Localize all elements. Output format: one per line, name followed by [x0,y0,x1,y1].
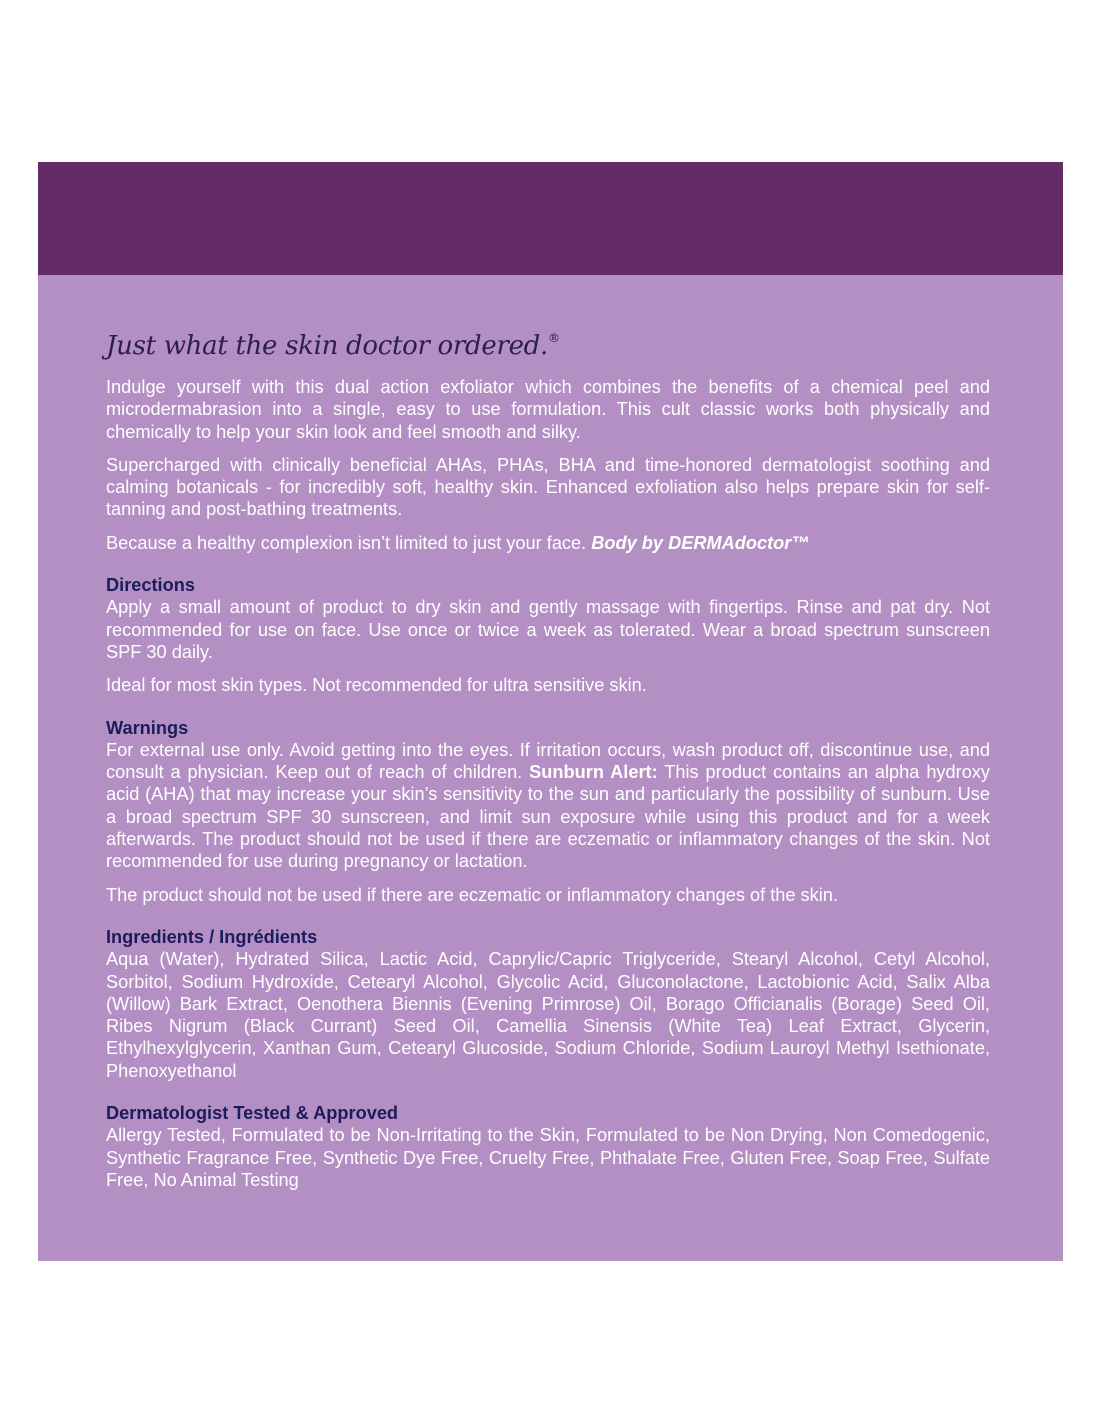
tagline [106,322,990,362]
product-info-panel [38,162,1063,1261]
intro-paragraph-3 [106,532,990,554]
tagline-text: Just what the skin doctor ordered. [106,331,548,361]
warnings-heading: Warnings [106,717,189,738]
directions-heading: Directions [106,575,195,596]
warnings-text-after: This product contains an alpha hydroxy acid (AHA) that may increase your skin’s sensitivity to the sun and particularly the possibility of sunburn. Use a broad spectrum SPF 30 sunscreen, and limit sun exposure while using this product and for a week afterwards. The product should not be used if there are eczematic or inflammatory changes of the skin. Not recommended for use during pregnancy or lactation. [106,762,990,872]
brand-name: Body by DERMAdoctor™ [591,532,810,553]
tested-list: Allergy Tested, Formulated to be Non-Irritating to the Skin, Formulated to be Non Drying, Non Comedogenic, Synthetic Fragrance Free, Synthetic Dye Free, Cruelty Free, Phthalate Free, Gluten Free, Soap Free, Sulfate Free, No Animal Testing [106,1125,990,1190]
top-banner [38,162,1063,275]
intro-paragraph-2: Supercharged with clinically beneficial AHAs, PHAs, BHA and time-honored dermatologist soothing and calming botanicals - for incredibly soft, healthy skin. Enhanced exfoliation also helps prepare skin for self-tanning and post-bathing treatments. [106,454,990,520]
tested-heading: Dermatologist Tested & Approved [106,1103,399,1124]
registered-mark: ® [548,331,560,345]
panel-content [106,322,990,1202]
ingredients-heading: Ingredients / Ingrédients [106,926,318,947]
warnings-text-before: For external use only. Avoid getting into the eyes. If irritation occurs, wash product off, discontinue use, and consult a physician. Keep out of reach of children. [106,739,990,783]
intro-paragraph-1: Indulge yourself with this dual action exfoliator which combines the benefits of a chemical peel and microdermabrasion into a single, easy to use formulation. This cult classic works both physically and chemically to help your skin look and feel smooth and silky. [106,377,990,442]
ingredients-list: Aqua (Water), Hydrated Silica, Lactic Acid, Caprylic/Capric Triglyceride, Stearyl Alcohol, Cetyl Alcohol, Sorbitol, Sodium Hydroxide, Cetearyl Alcohol, Glycolic Acid, Gluconolactone, Lactobionic Acid, Salix Alba (Willow) Bark Extract, Oenothera Biennis (Evening Primrose) Oil, Borago Officianalis (Borage) Seed Oil, Ribes Nigrum (Black Currant) Seed Oil, Camellia Sinensis (White Tea) Leaf Extract, Glycerin, Ethylhexylglycerin, Xanthan Gum, Cetearyl Glucoside, Sodium Chloride, Sodium Lauroyl Methyl Isethionate, Phenoxyethanol [106,949,990,1081]
directions-paragraph-2: Ideal for most skin types. Not recommended for ultra sensitive skin. [106,675,647,696]
intro-paragraph-3-text: Because a healthy complexion isn’t limited to just your face. [106,532,587,553]
directions-paragraph-1: Apply a small amount of product to dry skin and gently massage with fingertips. Rinse and pat dry. Not recommended for use on face. Use once or twice a week as tolerated. Wear a broad spectrum sunscreen SPF 30 daily. [106,597,990,662]
sunburn-alert-label: Sunburn Alert: [529,762,658,783]
warnings-paragraph-2: The product should not be used if there are eczematic or inflammatory changes of the skin. [106,884,838,905]
warnings-paragraph-1 [106,739,990,873]
